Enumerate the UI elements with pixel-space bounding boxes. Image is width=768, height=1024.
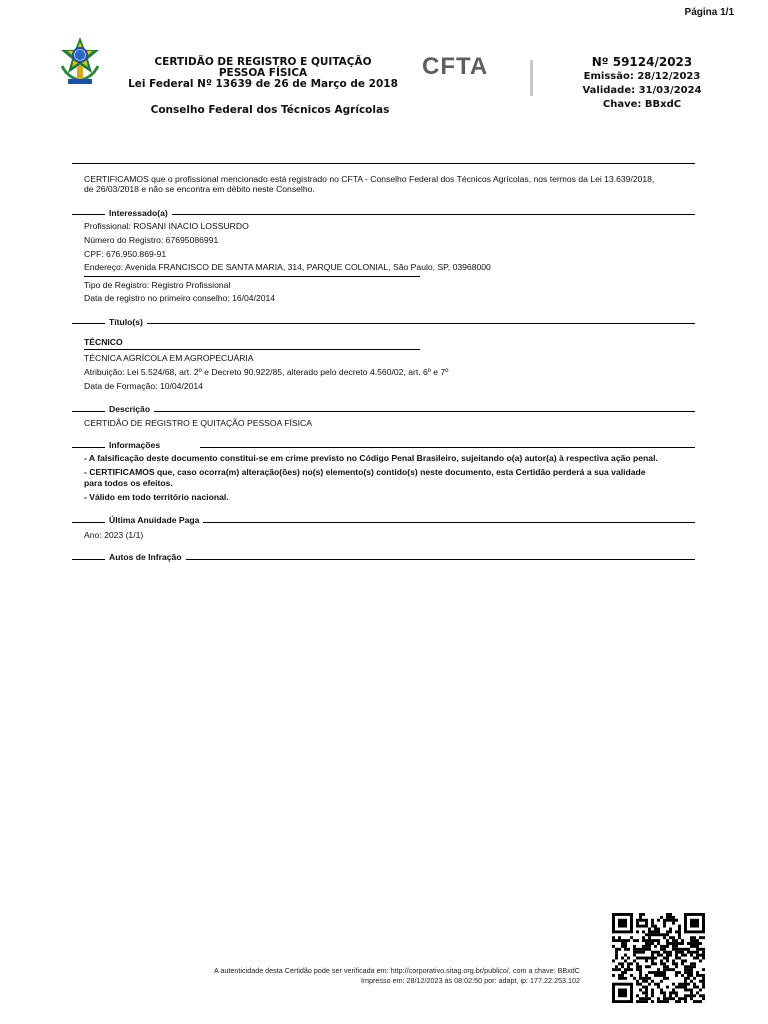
page-number: Página 1/1 <box>684 7 734 18</box>
anuidade-ano: Ano: 2023 (1/1) <box>84 530 144 540</box>
certificate-title-line2: PESSOA FÍSICA <box>218 67 308 79</box>
info-item-2-line2: para todos os efeitos. <box>84 478 173 488</box>
section-title-informacoes: Informações <box>105 440 200 450</box>
header-divider <box>530 60 533 96</box>
section-title-interessado: Interessado(a) <box>105 208 172 218</box>
descricao-text: CERTIDÃO DE REGISTRO E QUITAÇÃO PESSOA FÍSICA <box>84 418 312 428</box>
section-rule-descricao <box>72 411 695 412</box>
info-item-2-line1: - CERTIFICAMOS que, caso ocorra(m) alteração(ões) no(s) elemento(s) contido(s) neste documento, esta Certidão perderá a sua validade <box>84 467 646 477</box>
section-rule-titulos <box>72 323 695 324</box>
info-item-1: - A falsificação deste documento constitui-se em crime previsto no Código Penal Brasileiro, sujeitando o(a) autor(a) à respectiva ação penal. <box>84 453 658 463</box>
footer-authenticity: A autenticidade desta Certidão pode ser verificada em: http://corporativo.sitag.org.br/publico/, com a chave: BBxdC <box>214 966 580 975</box>
top-rule <box>72 163 695 164</box>
field-cpf: CPF: 676.950.869-91 <box>84 249 167 259</box>
section-title-descricao: Descrição <box>105 404 154 414</box>
council-name: Conselho Federal dos Técnicos Agrícolas <box>150 104 390 116</box>
certificate-title-line1: CERTIDÃO DE REGISTRO E QUITAÇÃO <box>154 56 372 68</box>
footer-printed: Impresso em: 28/12/2023 às 08:02:50 por: adapt, ip: 177.22.253.102 <box>361 976 580 985</box>
field-tipo-registro: Tipo de Registro: Registro Profissional <box>84 280 231 290</box>
intro-line1: CERTIFICAMOS que o profissional mencionado está registrado no CFTA - Conselho Federal dos Técnicos Agrícolas, nos termos da Lei 13.639/2018, <box>84 174 655 184</box>
cfta-logo-text: CFTA <box>422 53 489 80</box>
section-title-titulos: Título(s) <box>105 317 147 327</box>
titulo-formacao: Data de Formação: 10/04/2014 <box>84 381 203 391</box>
titulo-curso: TÉCNICA AGRÍCOLA EM AGROPECUÁRIA <box>84 353 254 363</box>
titulo-nivel: TÉCNICO <box>84 337 123 347</box>
emission-date: Emissão: 28/12/2023 <box>583 71 701 82</box>
info-item-3: - Válido em todo território nacional. <box>84 492 229 502</box>
verification-key: Chave: BBxdC <box>602 99 682 110</box>
field-data-registro: Data de registro no primeiro conselho: 16/04/2014 <box>84 293 276 303</box>
coat-of-arms-icon <box>58 36 102 86</box>
field-profissional: Profissional: ROSANI INACIO LOSSURDO <box>84 221 249 231</box>
field-endereco: Endereço: Avenida FRANCISCO DE SANTA MARIA, 314, PARQUE COLONIAL, São Paulo, SP, 03968000 <box>84 262 491 272</box>
sub-rule-interessado <box>84 276 420 277</box>
certificate-number: Nº 59124/2023 <box>591 55 693 69</box>
titulo-atribuicao: Atribuição: Lei 5.524/68, art. 2º e Decreto 90.922/85, alterado pelo decreto 4.560/02, art. 6º e 7º <box>84 367 449 377</box>
intro-line2: de 26/03/2018 e não se encontra em débito neste Conselho. <box>84 184 315 194</box>
section-title-anuidade: Última Anuidade Paga <box>105 515 203 525</box>
sub-rule-titulos <box>84 349 420 350</box>
field-registro: Número do Registro: 67695086991 <box>84 235 219 245</box>
validity-date: Validade: 31/03/2024 <box>582 85 702 96</box>
law-reference: Lei Federal Nº 13639 de 26 de Março de 2018 <box>128 78 398 90</box>
section-title-autos: Autos de Infração <box>105 552 186 562</box>
qr-code-icon[interactable] <box>612 913 706 1003</box>
